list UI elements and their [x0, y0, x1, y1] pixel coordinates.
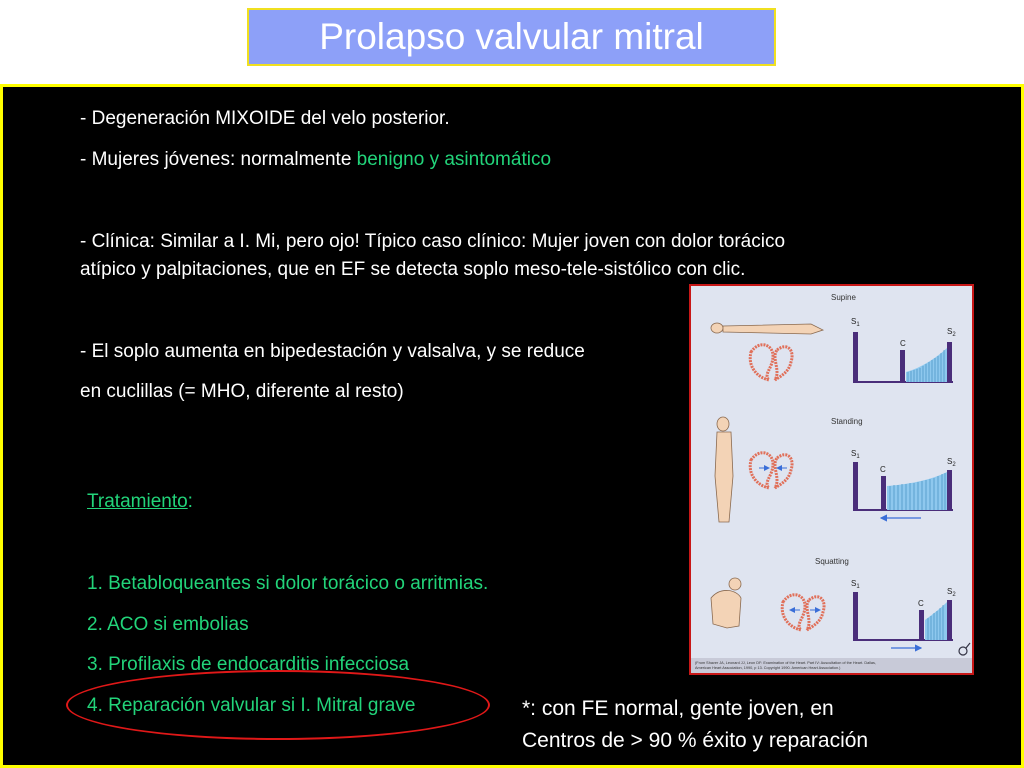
s2-sub-1: 2	[952, 332, 956, 338]
s2-label-2	[947, 457, 956, 468]
heart-icon-standing	[750, 453, 792, 488]
squatting-body-icon	[711, 578, 741, 628]
murmur-bars-1	[906, 348, 947, 382]
treatment-item-1: 1. Betabloqueantes si dolor torácico o arritmias.	[87, 573, 489, 594]
supine-body-icon	[711, 323, 823, 334]
treatment-link[interactable]: Tratamiento	[87, 491, 188, 512]
s2-sub-3: 2	[952, 592, 956, 598]
s2-label-1	[947, 327, 956, 338]
footnote	[522, 693, 868, 757]
figure-drawing	[691, 286, 972, 673]
bullet-clinic-line1: - Clínica: Similar a I. Mi, pero ojo! Típico caso clínico: Mujer joven con dolor torácico	[80, 231, 786, 252]
s1-letter-3: S	[851, 579, 857, 588]
panel-label-supine: Supine	[831, 293, 856, 302]
auscultation-figure	[689, 284, 974, 675]
logo-icon	[959, 643, 970, 655]
s2-letter-2: S	[947, 457, 953, 466]
murmur-bars-3	[925, 602, 947, 640]
treatment-heading	[87, 488, 193, 516]
highlight-ellipse	[66, 670, 490, 740]
bullet-women-prefix: - Mujeres jóvenes: normalmente	[80, 149, 357, 170]
treatment-item-2: 2. ACO si embolias	[87, 614, 249, 635]
figure-credit-line2: American Heart Association, 1990, p 13. Copyright 1990. American Heart Association.)	[695, 666, 841, 670]
bullet-clinic-line2: atípico y palpitaciones, que en EF se detecta soplo meso-tele-sistólico con clic.	[80, 259, 746, 280]
title-box	[247, 8, 776, 66]
bullet-murmur-line2: en cuclillas (= MHO, diferente al resto)	[80, 381, 404, 402]
s2-letter-3: S	[947, 587, 953, 596]
bullet-degeneration: - Degeneración MIXOIDE del velo posterior.	[80, 108, 450, 129]
click-label-2: C	[880, 465, 886, 474]
panel-label-squatting: Squatting	[815, 557, 849, 566]
s1-letter-1: S	[851, 317, 857, 326]
s1-letter-2: S	[851, 449, 857, 458]
s2-letter-1: S	[947, 327, 953, 336]
treatment-item-4: 4. Reparación valvular si I. Mitral grave	[87, 695, 416, 716]
s1-sub-1: 1	[856, 322, 860, 328]
s1-sub-3: 1	[856, 584, 860, 590]
panel-label-standing: Standing	[831, 417, 863, 426]
figure-credit-line1: (From Shaver JA, Leonard JJ, Leon DF: Examination of the Heart. Part IV: Auscultation of the Heart. Dallas,	[695, 661, 876, 665]
footnote-line1: *: con FE normal, gente joven, en	[522, 697, 834, 720]
bullet-murmur-line1: - El soplo aumenta en bipedestación y valsalva, y se reduce	[80, 341, 585, 362]
s1-sub-2: 1	[856, 454, 860, 460]
click-label-3: C	[918, 599, 924, 608]
s1-label-1	[851, 317, 860, 328]
treatment-item-3: 3. Profilaxis de endocarditis infecciosa	[87, 654, 410, 675]
heart-icon-squatting	[782, 595, 824, 630]
s2-sub-2: 2	[952, 462, 956, 468]
standing-body-icon	[715, 417, 733, 522]
s1-label-2	[851, 449, 860, 460]
treatment-colon: :	[187, 491, 193, 512]
bullet-women-highlight: benigno y asintomático	[356, 149, 552, 170]
click-label-1: C	[900, 339, 906, 348]
heart-icon	[750, 345, 792, 380]
footnote-line2: Centros de > 90 % éxito y reparación	[522, 729, 869, 752]
s1-label-3	[851, 579, 860, 590]
bullet-women	[80, 146, 551, 174]
s2-label-3	[947, 587, 956, 598]
page-title: Prolapso valvular mitral	[319, 16, 704, 57]
murmur-bars-2	[887, 472, 947, 510]
